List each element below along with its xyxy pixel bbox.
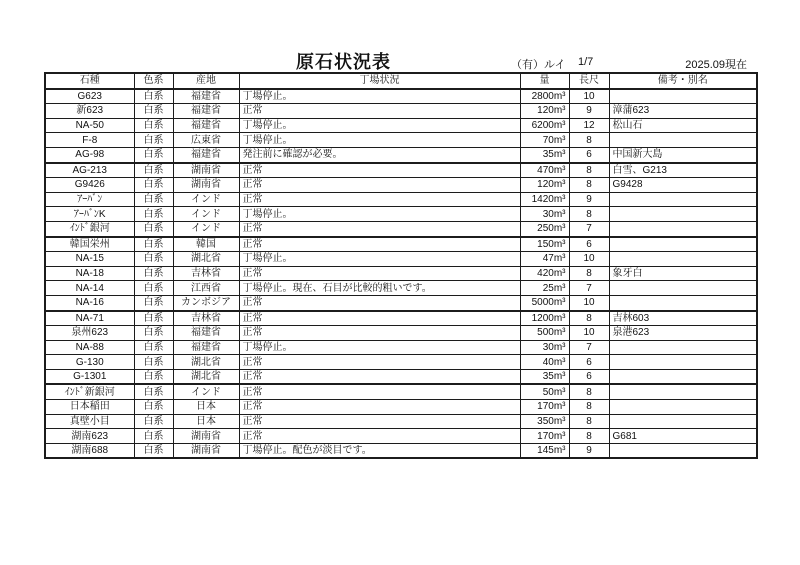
cell-color-family: 白系: [134, 400, 173, 415]
cell-color-family: 白系: [134, 295, 173, 310]
cell-stone-type: G-1301: [45, 369, 134, 384]
cell-stone-type: 真壁小目: [45, 414, 134, 429]
cell-origin: 湖北省: [173, 355, 239, 370]
cell-remarks: 白雪、G213: [609, 163, 757, 178]
cell-quantity: 470m³: [520, 163, 569, 178]
table-row: [45, 237, 757, 252]
cell-color-family: 白系: [134, 178, 173, 193]
cell-quarry-status: 丁場停止。: [239, 207, 520, 222]
cell-quarry-status: 正常: [239, 400, 520, 415]
cell-quantity: 250m³: [520, 221, 569, 236]
cell-color-family: 白系: [134, 384, 173, 399]
cell-stone-type: 泉州623: [45, 326, 134, 341]
cell-length: 7: [569, 281, 609, 296]
cell-quantity: 120m³: [520, 104, 569, 119]
cell-quantity: 120m³: [520, 178, 569, 193]
cell-stone-type: AG-98: [45, 147, 134, 162]
cell-remarks: G681: [609, 429, 757, 444]
table-row: [45, 104, 757, 119]
cell-length: 9: [569, 192, 609, 207]
table-row: [45, 118, 757, 133]
cell-stone-type: 湖南623: [45, 429, 134, 444]
cell-origin: 湖南省: [173, 178, 239, 193]
cell-color-family: 白系: [134, 311, 173, 326]
cell-quantity: 2800m³: [520, 89, 569, 104]
table-row: [45, 192, 757, 207]
cell-origin: 湖北省: [173, 369, 239, 384]
cell-length: 12: [569, 118, 609, 133]
column-header-color-family: 色系: [134, 73, 173, 89]
cell-quarry-status: 丁場停止。: [239, 89, 520, 104]
cell-origin: 福建省: [173, 147, 239, 162]
cell-quarry-status: 正常: [239, 355, 520, 370]
table-row: [45, 400, 757, 415]
cell-origin: 湖南省: [173, 443, 239, 458]
cell-color-family: 白系: [134, 133, 173, 148]
cell-quarry-status: 正常: [239, 192, 520, 207]
cell-quarry-status: 正常: [239, 237, 520, 252]
cell-color-family: 白系: [134, 340, 173, 355]
cell-quarry-status: 正常: [239, 104, 520, 119]
cell-remarks: [609, 400, 757, 415]
table-row: [45, 326, 757, 341]
cell-stone-type: NA-18: [45, 266, 134, 281]
cell-remarks: [609, 340, 757, 355]
cell-length: 8: [569, 429, 609, 444]
cell-stone-type: NA-71: [45, 311, 134, 326]
cell-remarks: [609, 281, 757, 296]
cell-stone-type: ｱｰﾊﾞﾝK: [45, 207, 134, 222]
cell-length: 8: [569, 178, 609, 193]
cell-quarry-status: 正常: [239, 295, 520, 310]
cell-length: 10: [569, 252, 609, 267]
cell-remarks: [609, 369, 757, 384]
table-row: [45, 429, 757, 444]
cell-quantity: 6200m³: [520, 118, 569, 133]
cell-length: 7: [569, 221, 609, 236]
cell-remarks: [609, 237, 757, 252]
cell-quarry-status: 正常: [239, 178, 520, 193]
cell-origin: 湖北省: [173, 252, 239, 267]
cell-length: 10: [569, 89, 609, 104]
cell-quantity: 70m³: [520, 133, 569, 148]
cell-length: 10: [569, 326, 609, 341]
cell-color-family: 白系: [134, 118, 173, 133]
cell-stone-type: G9426: [45, 178, 134, 193]
cell-length: 8: [569, 133, 609, 148]
cell-length: 8: [569, 207, 609, 222]
cell-quarry-status: 丁場停止。現在、石目が比較的粗いです。: [239, 281, 520, 296]
cell-origin: カンボジア: [173, 295, 239, 310]
cell-origin: インド: [173, 221, 239, 236]
cell-stone-type: NA-14: [45, 281, 134, 296]
cell-quantity: 40m³: [520, 355, 569, 370]
cell-remarks: [609, 89, 757, 104]
cell-stone-type: NA-16: [45, 295, 134, 310]
cell-quarry-status: 正常: [239, 326, 520, 341]
cell-remarks: G9428: [609, 178, 757, 193]
cell-length: 8: [569, 311, 609, 326]
cell-color-family: 白系: [134, 207, 173, 222]
cell-length: 8: [569, 400, 609, 415]
table-row: [45, 221, 757, 236]
table-row: [45, 133, 757, 148]
cell-stone-type: NA-15: [45, 252, 134, 267]
cell-remarks: [609, 207, 757, 222]
cell-origin: 福建省: [173, 89, 239, 104]
cell-quantity: 150m³: [520, 237, 569, 252]
cell-quantity: 145m³: [520, 443, 569, 458]
stone-status-table: [44, 72, 758, 459]
cell-color-family: 白系: [134, 281, 173, 296]
cell-length: 8: [569, 266, 609, 281]
column-header-length: 長尺: [569, 73, 609, 89]
cell-color-family: 白系: [134, 192, 173, 207]
cell-origin: 広東省: [173, 133, 239, 148]
cell-quantity: 5000m³: [520, 295, 569, 310]
cell-length: 8: [569, 384, 609, 399]
table-row: [45, 281, 757, 296]
cell-length: 7: [569, 340, 609, 355]
cell-quantity: 25m³: [520, 281, 569, 296]
cell-length: 6: [569, 147, 609, 162]
column-header-origin: 産地: [173, 73, 239, 89]
cell-quarry-status: 丁場停止。: [239, 340, 520, 355]
cell-quantity: 170m³: [520, 429, 569, 444]
cell-origin: 福建省: [173, 104, 239, 119]
cell-stone-type: 湖南688: [45, 443, 134, 458]
cell-stone-type: AG-213: [45, 163, 134, 178]
cell-color-family: 白系: [134, 355, 173, 370]
company-name: （有）ルイ: [511, 59, 566, 71]
cell-stone-type: ｱｰﾊﾞﾝ: [45, 192, 134, 207]
cell-remarks: [609, 443, 757, 458]
cell-origin: 吉林省: [173, 311, 239, 326]
cell-quantity: 420m³: [520, 266, 569, 281]
column-header-remarks: 備考・別名: [609, 73, 757, 89]
cell-origin: インド: [173, 192, 239, 207]
cell-remarks: [609, 384, 757, 399]
table-row: [45, 384, 757, 399]
table-row: [45, 311, 757, 326]
table-row: [45, 147, 757, 162]
column-header-quarry-status: 丁場状況: [239, 73, 520, 89]
cell-remarks: 吉林603: [609, 311, 757, 326]
cell-origin: 福建省: [173, 118, 239, 133]
cell-length: 6: [569, 355, 609, 370]
table-row: [45, 207, 757, 222]
cell-remarks: [609, 221, 757, 236]
cell-quarry-status: 正常: [239, 311, 520, 326]
cell-length: 6: [569, 237, 609, 252]
cell-stone-type: G-130: [45, 355, 134, 370]
cell-quantity: 30m³: [520, 340, 569, 355]
cell-origin: 江西省: [173, 281, 239, 296]
cell-length: 10: [569, 295, 609, 310]
cell-quarry-status: 丁場停止。: [239, 133, 520, 148]
table-row: [45, 414, 757, 429]
cell-origin: 福建省: [173, 340, 239, 355]
cell-color-family: 白系: [134, 443, 173, 458]
column-header-quantity: 量: [520, 73, 569, 89]
cell-stone-type: F-8: [45, 133, 134, 148]
table-body: [45, 89, 757, 459]
cell-color-family: 白系: [134, 89, 173, 104]
cell-quarry-status: 正常: [239, 429, 520, 444]
cell-remarks: 松山石: [609, 118, 757, 133]
cell-stone-type: G623: [45, 89, 134, 104]
cell-length: 9: [569, 104, 609, 119]
cell-quarry-status: 正常: [239, 221, 520, 236]
cell-remarks: 漳蒲623: [609, 104, 757, 119]
table-row: [45, 266, 757, 281]
table-row: [45, 295, 757, 310]
table-row: [45, 355, 757, 370]
cell-origin: 韓国: [173, 237, 239, 252]
table-row: [45, 89, 757, 104]
cell-length: 8: [569, 414, 609, 429]
cell-quantity: 35m³: [520, 147, 569, 162]
cell-quarry-status: 発注前に確認が必要。: [239, 147, 520, 162]
cell-length: 8: [569, 163, 609, 178]
cell-remarks: [609, 414, 757, 429]
table-row: [45, 178, 757, 193]
cell-remarks: [609, 295, 757, 310]
cell-stone-type: NA-88: [45, 340, 134, 355]
cell-stone-type: 韓国栄州: [45, 237, 134, 252]
cell-remarks: [609, 355, 757, 370]
cell-quantity: 47m³: [520, 252, 569, 267]
table-row: [45, 369, 757, 384]
cell-quantity: 35m³: [520, 369, 569, 384]
cell-color-family: 白系: [134, 221, 173, 236]
cell-remarks: 中国新大島: [609, 147, 757, 162]
cell-origin: 福建省: [173, 326, 239, 341]
cell-quarry-status: 正常: [239, 163, 520, 178]
cell-remarks: [609, 192, 757, 207]
cell-color-family: 白系: [134, 237, 173, 252]
cell-color-family: 白系: [134, 326, 173, 341]
cell-quarry-status: 丁場停止。配色が淡目です。: [239, 443, 520, 458]
cell-remarks: 象牙白: [609, 266, 757, 281]
cell-remarks: [609, 133, 757, 148]
table-header-row: [45, 73, 757, 89]
cell-quarry-status: 正常: [239, 384, 520, 399]
table-row: [45, 163, 757, 178]
cell-color-family: 白系: [134, 266, 173, 281]
cell-quantity: 170m³: [520, 400, 569, 415]
cell-origin: 日本: [173, 414, 239, 429]
cell-quantity: 1420m³: [520, 192, 569, 207]
cell-quantity: 1200m³: [520, 311, 569, 326]
cell-color-family: 白系: [134, 104, 173, 119]
cell-quantity: 350m³: [520, 414, 569, 429]
cell-quarry-status: 丁場停止。: [239, 252, 520, 267]
page-number: 1/7: [578, 56, 594, 68]
table-row: [45, 443, 757, 458]
cell-color-family: 白系: [134, 429, 173, 444]
cell-quarry-status: 正常: [239, 369, 520, 384]
page-title: 原石状況表: [296, 52, 391, 72]
cell-remarks: 泉港623: [609, 326, 757, 341]
cell-color-family: 白系: [134, 414, 173, 429]
cell-origin: インド: [173, 207, 239, 222]
cell-remarks: [609, 252, 757, 267]
cell-color-family: 白系: [134, 252, 173, 267]
cell-stone-type: 日本稲田: [45, 400, 134, 415]
cell-origin: 湖南省: [173, 163, 239, 178]
cell-length: 6: [569, 369, 609, 384]
cell-stone-type: ｲﾝﾄﾞ新銀河: [45, 384, 134, 399]
cell-quarry-status: 丁場停止。: [239, 118, 520, 133]
cell-stone-type: NA-50: [45, 118, 134, 133]
cell-color-family: 白系: [134, 147, 173, 162]
table-row: [45, 252, 757, 267]
as-of-date: 2025.09現在: [685, 59, 747, 71]
column-header-stone-type: 石種: [45, 73, 134, 89]
cell-origin: 吉林省: [173, 266, 239, 281]
cell-quarry-status: 正常: [239, 414, 520, 429]
cell-quantity: 50m³: [520, 384, 569, 399]
cell-origin: 湖南省: [173, 429, 239, 444]
cell-stone-type: 新623: [45, 104, 134, 119]
cell-stone-type: ｲﾝﾄﾞ銀河: [45, 221, 134, 236]
cell-quantity: 30m³: [520, 207, 569, 222]
cell-color-family: 白系: [134, 369, 173, 384]
cell-quantity: 500m³: [520, 326, 569, 341]
cell-color-family: 白系: [134, 163, 173, 178]
cell-origin: 日本: [173, 400, 239, 415]
table-row: [45, 340, 757, 355]
cell-origin: インド: [173, 384, 239, 399]
cell-quarry-status: 正常: [239, 266, 520, 281]
cell-length: 9: [569, 443, 609, 458]
